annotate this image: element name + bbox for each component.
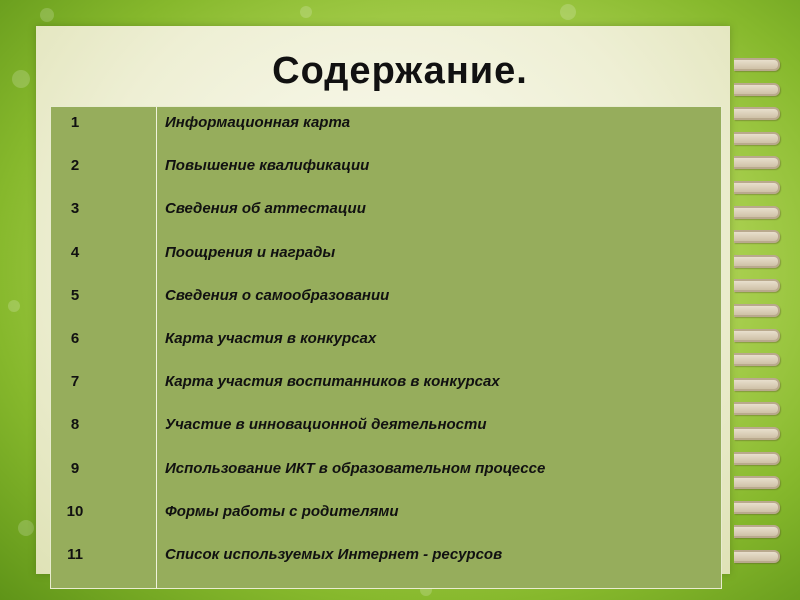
binding-ring bbox=[734, 427, 780, 440]
binding-ring bbox=[734, 279, 780, 292]
slide-title: Содержание. bbox=[272, 50, 528, 92]
toc-row bbox=[51, 241, 723, 265]
binding-ring bbox=[734, 156, 780, 169]
toc-item-label: Карта участия в конкурсах bbox=[165, 330, 377, 347]
bokeh-dot bbox=[8, 300, 20, 312]
binding-ring bbox=[734, 107, 780, 120]
binding-ring bbox=[734, 132, 780, 145]
bokeh-dot bbox=[300, 6, 312, 18]
toc-item-label: Формы работы с родителями bbox=[165, 502, 399, 520]
toc-row bbox=[51, 457, 723, 481]
bokeh-dot bbox=[560, 4, 576, 20]
toc-row bbox=[51, 284, 723, 308]
binding-ring bbox=[734, 501, 780, 514]
toc-row bbox=[51, 543, 723, 567]
binding-ring bbox=[734, 525, 780, 538]
binding-ring bbox=[734, 402, 780, 415]
binding-ring bbox=[734, 255, 780, 268]
binding-ring bbox=[734, 452, 780, 465]
toc-row bbox=[51, 413, 723, 437]
toc-item-label: Использование ИКТ в образовательном процессе bbox=[165, 459, 546, 477]
toc-item-number: 1 bbox=[70, 114, 80, 131]
toc-row bbox=[51, 111, 723, 135]
binding-ring bbox=[734, 181, 780, 194]
toc-item-label: Повышение квалификации bbox=[165, 157, 370, 175]
toc-row bbox=[51, 154, 723, 178]
bokeh-dot bbox=[40, 8, 54, 22]
toc-row bbox=[51, 370, 723, 394]
toc-item-number: 7 bbox=[70, 373, 80, 391]
binding-ring bbox=[734, 378, 780, 391]
binding-ring bbox=[734, 550, 780, 563]
toc-item-number: 2 bbox=[70, 157, 80, 175]
spiral-binding bbox=[734, 58, 786, 578]
binding-ring bbox=[734, 230, 780, 243]
toc-item-number: 10 bbox=[66, 502, 84, 520]
toc-item-label: Сведения об аттестации bbox=[165, 200, 366, 218]
toc-item-number: 4 bbox=[70, 243, 80, 261]
toc-item-label: Участие в инновационной деятельности bbox=[165, 416, 487, 434]
toc-item-number: 6 bbox=[70, 330, 80, 347]
binding-ring bbox=[734, 206, 780, 219]
bokeh-dot bbox=[18, 520, 34, 536]
contents-table bbox=[50, 106, 722, 589]
binding-ring bbox=[734, 476, 780, 489]
toc-item-number: 5 bbox=[70, 286, 80, 304]
binding-ring bbox=[734, 329, 780, 342]
toc-row bbox=[51, 197, 723, 221]
toc-row bbox=[51, 500, 723, 524]
toc-item-number: 3 bbox=[70, 200, 80, 218]
toc-item-label: Список используемых Интернет - ресурсов bbox=[165, 546, 503, 563]
toc-item-label: Поощрения и награды bbox=[165, 243, 336, 261]
toc-row bbox=[51, 327, 723, 351]
toc-item-number: 9 bbox=[70, 459, 80, 477]
toc-item-label: Карта участия воспитанников в конкурсах bbox=[165, 373, 500, 391]
toc-item-number: 11 bbox=[67, 546, 83, 563]
binding-ring bbox=[734, 304, 780, 317]
toc-item-label: Сведения о самообразовании bbox=[165, 286, 390, 304]
toc-item-label: Информационная карта bbox=[165, 114, 351, 131]
binding-ring bbox=[734, 353, 780, 366]
toc-item-number: 8 bbox=[70, 416, 80, 434]
